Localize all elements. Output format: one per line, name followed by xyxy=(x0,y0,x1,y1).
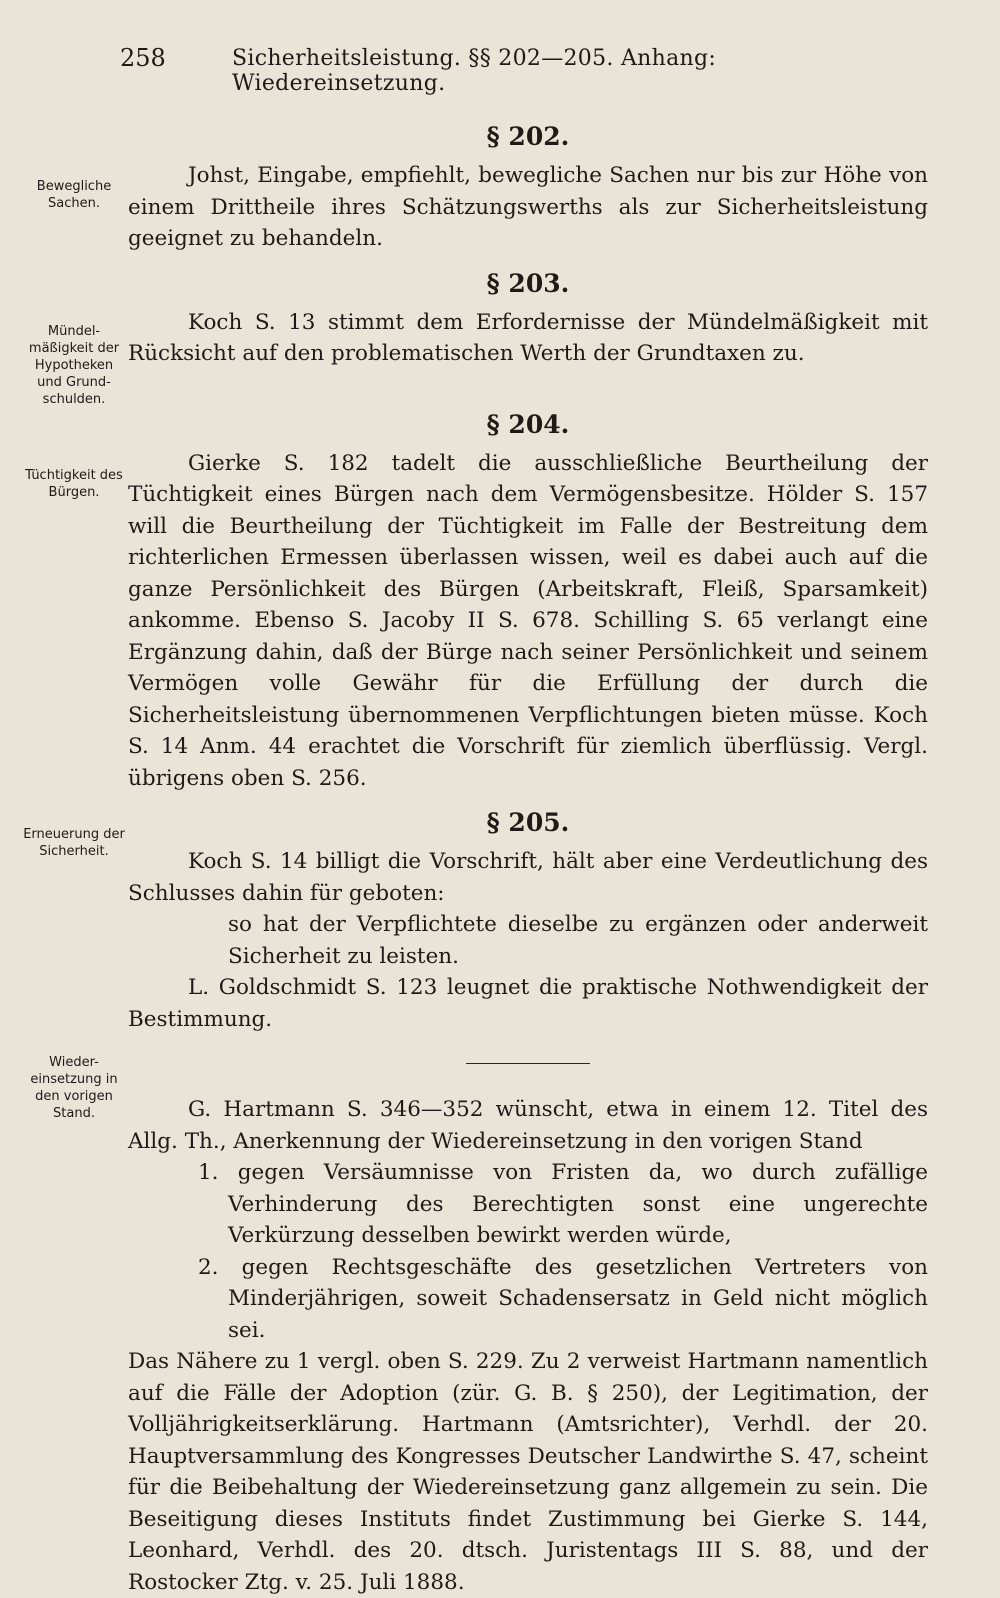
main-text xyxy=(128,120,928,1598)
anhang-closing: Das Nähere zu 1 vergl. oben S. 229. Zu 2 verweist Hartmann namentlich auf die Fälle der Adoption (zür. G. B. § 250), der Legitimation, der Volljährigkeitserklärung. Hartmann (Amtsrichter), Verhdl. der 20. Hauptversammlung des Kongresses Deutscher Landwirthe S. 47, scheint für die Beibehaltung der Wiedereinsetzung ganz allgemein zu sein. Die Beseitigung dieses Instituts findet Zustimmung bei Gierke S. 144, Leonhard, Verhdl. des 20. dtsch. Juristentags III S. 88, und der Rostocker Ztg. v. 25. Juli 1888. xyxy=(128,1349,928,1595)
running-title: Sicherheitsleistung. §§ 202—205. Anhang: Wiedereinsetzung. xyxy=(232,46,717,96)
anhang-intro: G. Hartmann S. 346—352 wünscht, etwa in einem 12. Titel des Allg. Th., Anerkennung der Wiedereinsetzung in den vorigen Stand xyxy=(128,1097,928,1154)
section-heading-203: § 203. xyxy=(486,268,570,298)
section-heading-204: § 204. xyxy=(486,409,570,439)
section-heading-205: § 205. xyxy=(486,808,570,837)
section-205-text: Koch S. 14 billigt die Vorschrift, hält aber eine Verdeutlichung des Schlusses dahin für geboten: xyxy=(128,849,928,906)
section-202-text: Johst, Eingabe, empfiehlt, bewegliche Sachen nur bis zur Höhe von einem Drittheile ihres Schätzungswerths als zur Sicherheitsleistung geeignet zu behandeln. xyxy=(128,163,928,251)
page-header xyxy=(120,44,920,96)
anhang-item-1: 1. gegen Versäumnisse von Fristen da, wo durch zufällige Verhinderung des Berechtigten sonst eine ungerechte Verkürzung desselben bewirkt werden würde, xyxy=(198,1160,928,1248)
page-number: 258 xyxy=(120,44,166,72)
anhang-item-2: 2. gegen Rechtsgeschäfte des gesetzlichen Vertreters von Minderjährigen, soweit Schadensersatz in Geld nicht möglich sei. xyxy=(198,1254,928,1343)
section-divider xyxy=(466,1063,590,1064)
section-205-text-2: L. Goldschmidt S. 123 leugnet die praktische Nothwendigkeit der Bestimmung. xyxy=(128,975,928,1032)
section-204-text: Gierke S. 182 tadelt die ausschließliche Beurtheilung der Tüchtigkeit eines Bürgen nach dem Vermögensbesitze. Hölder S. 157 will die Beurtheilung der Tüchtigkeit im Falle der Bestreitung dem richterlichen Ermessen überlassen wissen, weil es dabei auch auf die ganze Persönlichkeit des Bürgen (Arbeitskraft, Fleiß, Sparsamkeit) ankomme. Ebenso S. Jacoby II S. 678. Schilling S. 65 verlangt eine Ergänzung dahin, daß der Bürge nach seiner Persönlichkeit und seinem Vermögen volle Gewähr für die Erfüllung der durch die Sicherheitsleistung übernommenen Verpflichtungen bieten müsse. Koch S. 14 Anm. 44 erachtet die Vorschrift für ziemlich überflüssig. Vergl. übrigens oben S. 256. xyxy=(128,450,928,791)
margin-note-bewegliche-sachen: Bewegliche Sachen. xyxy=(36,179,112,211)
margin-note-erneuerung: Erneuerung der Sicherheit. xyxy=(23,827,125,859)
margin-note-muendelmaessigkeit: Mündel-mäßigkeit der Hypotheken und Grund-schulden. xyxy=(28,324,120,407)
margin-note-wiedereinsetzung: Wieder-einsetzung in den vorigen Stand. xyxy=(30,1055,118,1121)
section-heading-202: § 202. xyxy=(486,122,570,151)
section-205-quote: so hat der Verpflichtete dieselbe zu ergänzen oder anderweit Sicherheit zu leisten. xyxy=(228,912,928,969)
margin-note-tuechtigkeit: Tüchtigkeit des Bürgen. xyxy=(25,468,123,500)
section-203-text: Koch S. 13 stimmt dem Erfordernisse der Mündelmäßigkeit mit Rücksicht auf den problematischen Werth der Grundtaxen zu. xyxy=(128,309,928,366)
